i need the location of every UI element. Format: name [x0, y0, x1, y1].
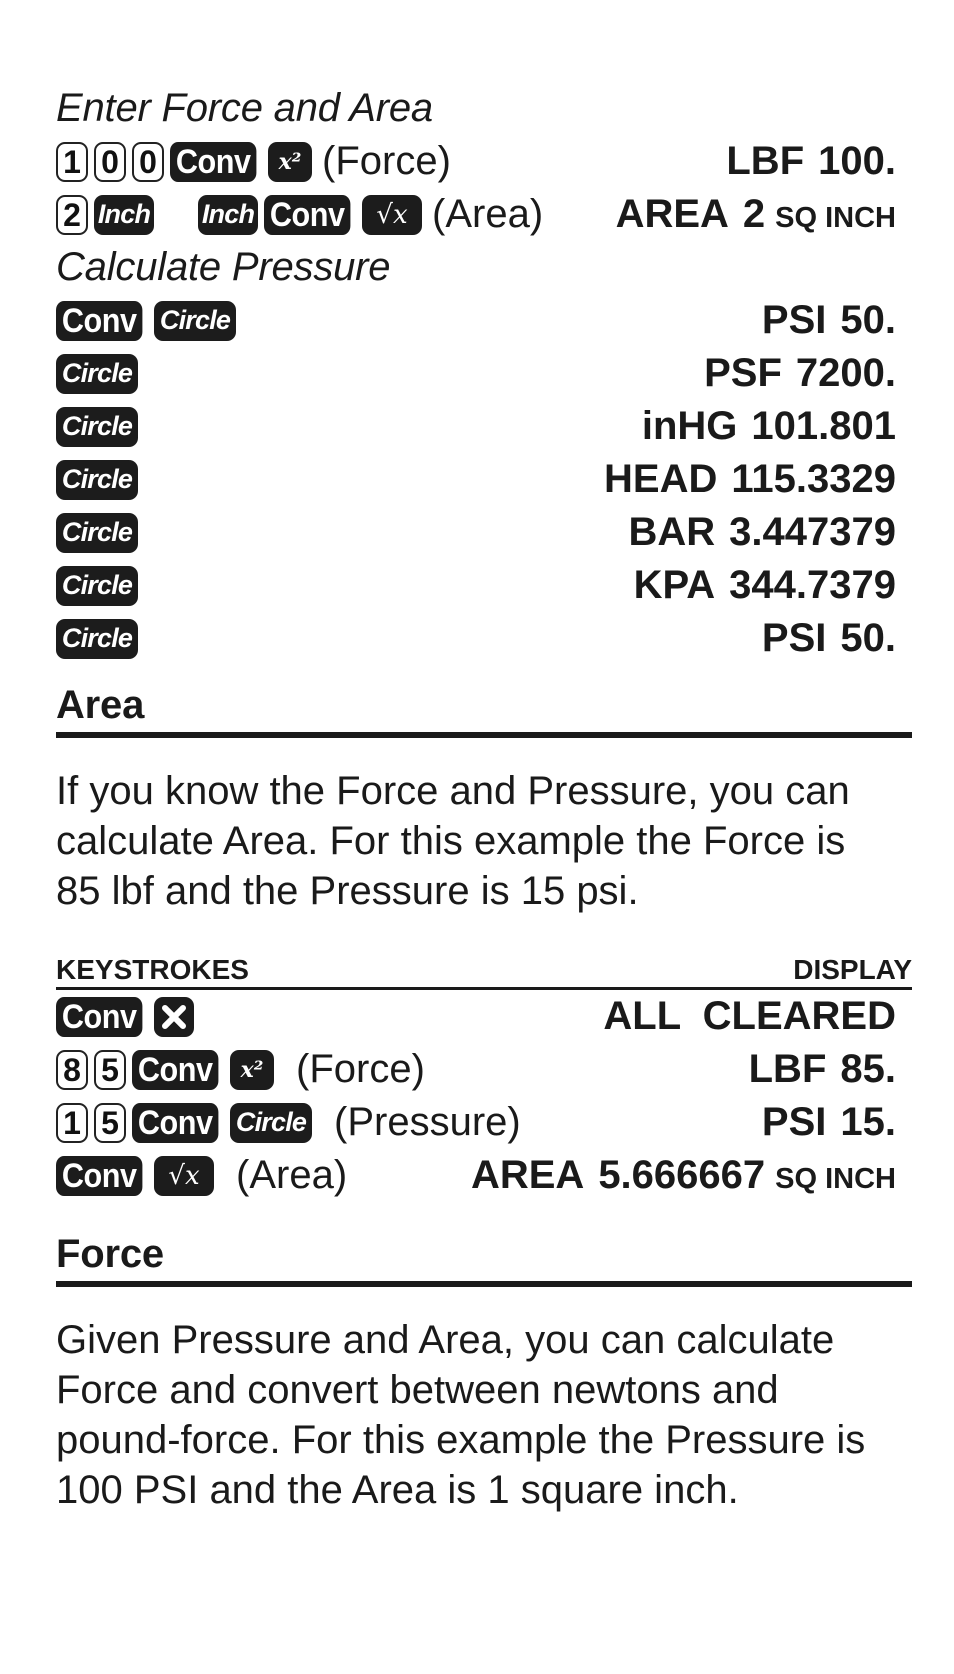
circle-key[interactable]: Circle — [56, 407, 138, 447]
key-5[interactable]: 5 — [94, 1103, 126, 1143]
display-readout — [471, 1153, 904, 1198]
key-2[interactable]: 2 — [56, 195, 88, 235]
keystroke-note: (Area) — [236, 1153, 348, 1197]
inch-key[interactable]: Inch — [198, 195, 258, 235]
clear-x-icon[interactable] — [154, 997, 194, 1037]
display-value: 100. — [818, 139, 896, 183]
keystroke-row — [56, 135, 904, 188]
sqrt-x-key[interactable]: √x — [154, 1156, 214, 1196]
circle-key[interactable]: Circle — [56, 460, 138, 500]
step-heading-calculate: Calculate Pressure — [56, 245, 391, 289]
display-readout — [704, 351, 904, 396]
display-value: 5.666667 — [598, 1153, 766, 1197]
key-0[interactable]: 0 — [132, 142, 164, 182]
display-unit: SQ INCH — [775, 1163, 896, 1195]
sqrt-x-key[interactable]: √x — [362, 195, 422, 235]
display-value: 50. — [840, 616, 896, 660]
key-1[interactable]: 1 — [56, 142, 88, 182]
display-readout — [642, 404, 904, 449]
circle-key[interactable]: Circle — [230, 1103, 312, 1143]
force-paragraph — [56, 1315, 912, 1515]
keystroke-row — [56, 1149, 904, 1202]
display-readout — [762, 1100, 904, 1145]
keystroke-note: (Force) — [296, 1047, 425, 1091]
keystroke-table-header — [56, 954, 912, 990]
paragraph-line: If you know the Force and Pressure, you can — [56, 769, 850, 813]
keystroke-note: (Force) — [322, 139, 451, 183]
display-label: LBF — [726, 139, 805, 183]
display-label: PSF — [704, 351, 782, 395]
conv-key[interactable]: Conv — [56, 1156, 142, 1196]
result-row — [56, 453, 904, 506]
display-label: PSI — [761, 298, 827, 342]
display-value: 101.801 — [751, 404, 896, 448]
paragraph-line: Force and convert between newtons and — [56, 1368, 779, 1412]
display-value: 7200. — [795, 351, 896, 395]
x-squared-key[interactable]: x² — [230, 1050, 274, 1090]
circle-key[interactable]: Circle — [154, 301, 236, 341]
display-readout — [603, 994, 904, 1039]
display-value: 3.447379 — [729, 510, 896, 554]
display-label: AREA — [615, 192, 729, 236]
key-1[interactable]: 1 — [56, 1103, 88, 1143]
manual-page — [56, 82, 912, 1515]
inch-key[interactable]: Inch — [94, 195, 154, 235]
display-readout — [604, 457, 904, 502]
result-row — [56, 612, 904, 665]
keystroke-row — [56, 1096, 904, 1149]
section-title-force: Force — [56, 1232, 912, 1287]
key-0[interactable]: 0 — [94, 142, 126, 182]
display-readout — [634, 563, 904, 608]
result-row — [56, 294, 904, 347]
circle-key[interactable]: Circle — [56, 354, 138, 394]
result-row — [56, 400, 904, 453]
paragraph-line: Given Pressure and Area, you can calculate — [56, 1318, 835, 1362]
display-label: LBF — [748, 1047, 827, 1091]
display-label: PSI — [761, 1100, 827, 1144]
keystroke-row — [56, 188, 904, 241]
display-readout — [616, 192, 904, 237]
result-row — [56, 559, 904, 612]
display-value: 50. — [840, 298, 896, 342]
display-readout — [762, 616, 904, 661]
conv-key[interactable]: Conv — [56, 301, 142, 341]
keystroke-note: (Pressure) — [334, 1100, 521, 1144]
keystroke-sequence — [56, 192, 543, 237]
conv-key[interactable]: Conv — [132, 1103, 218, 1143]
display-value: 85. — [840, 1047, 896, 1091]
paragraph-line: 100 PSI and the Area is 1 square inch. — [56, 1468, 739, 1512]
display-label: PSI — [761, 616, 827, 660]
paragraph-line: 85 lbf and the Pressure is 15 psi. — [56, 869, 639, 913]
display-value: ALL CLEARED — [603, 994, 896, 1038]
result-row — [56, 506, 904, 559]
display-label: BAR — [628, 510, 716, 554]
display-label: inHG — [641, 404, 738, 448]
display-readout — [749, 1047, 904, 1092]
conv-key[interactable]: Conv — [264, 195, 350, 235]
display-readout — [726, 139, 904, 184]
circle-key[interactable]: Circle — [56, 513, 138, 553]
display-value: 115.3329 — [731, 457, 896, 501]
display-column-header: DISPLAY — [793, 954, 912, 985]
display-label: AREA — [470, 1153, 585, 1197]
display-readout — [762, 298, 904, 343]
conv-key[interactable]: Conv — [170, 142, 256, 182]
keystrokes-column-header: KEYSTROKES — [56, 954, 249, 985]
display-value: 344.7379 — [729, 563, 896, 607]
display-value: 2 — [742, 192, 766, 236]
conv-key[interactable]: Conv — [132, 1050, 218, 1090]
keystroke-row — [56, 1043, 904, 1096]
keystroke-note: (Area) — [432, 192, 544, 236]
paragraph-line: pound-force. For this example the Pressure is — [56, 1418, 866, 1462]
keystroke-sequence — [56, 139, 451, 184]
display-label: HEAD — [604, 457, 718, 501]
key-8[interactable]: 8 — [56, 1050, 88, 1090]
display-readout — [628, 510, 904, 555]
key-5[interactable]: 5 — [94, 1050, 126, 1090]
area-paragraph — [56, 766, 912, 916]
result-row — [56, 347, 904, 400]
display-value: 15. — [840, 1100, 896, 1144]
display-unit: SQ INCH — [775, 202, 896, 234]
section-title-area: Area — [56, 683, 912, 738]
circle-key[interactable]: Circle — [56, 619, 138, 659]
display-label: KPA — [633, 563, 716, 607]
keystroke-row — [56, 990, 904, 1043]
circle-key[interactable]: Circle — [56, 566, 138, 606]
paragraph-line: calculate Area. For this example the Force is — [56, 819, 846, 863]
step-heading-enter: Enter Force and Area — [56, 86, 433, 130]
conv-key[interactable]: Conv — [56, 997, 142, 1037]
x-squared-key[interactable]: x² — [268, 142, 312, 182]
